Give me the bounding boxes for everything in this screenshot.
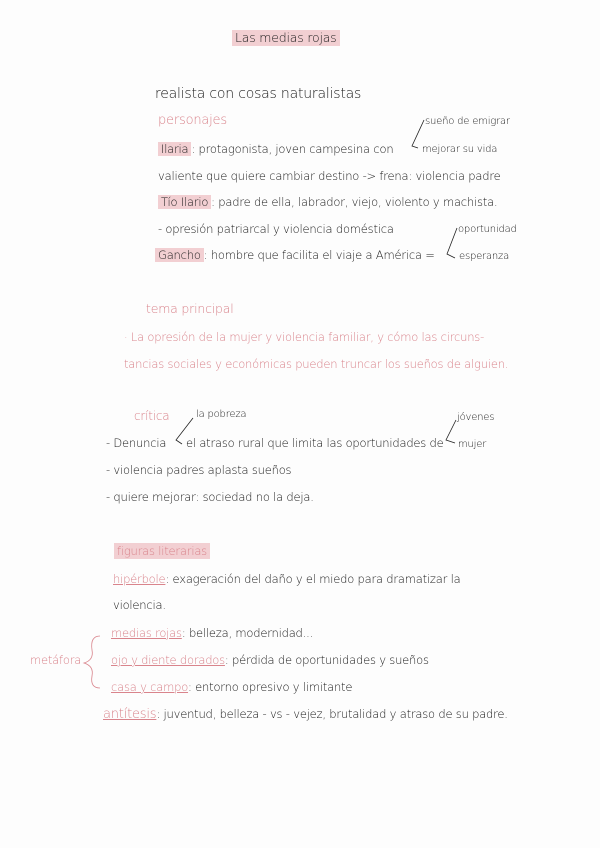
character-desc: : padre de ella, labrador, viejo, violento y machista. bbox=[211, 195, 498, 209]
branch-text: mujer bbox=[458, 439, 487, 450]
figure-desc: : belleza, modernidad... bbox=[181, 626, 314, 640]
figure-term: hipérbole bbox=[113, 572, 166, 586]
branch-text: jóvenes bbox=[457, 412, 495, 423]
metafora-entry bbox=[111, 679, 352, 695]
figure-term: medias rojas bbox=[111, 626, 182, 640]
figure-term: ojo y diente dorados bbox=[111, 653, 225, 667]
tio-line2: - opresión patriarcal y violencia doméstica bbox=[158, 222, 394, 236]
figuras-heading: figuras literarias bbox=[114, 543, 210, 559]
tema-line: · La opresión de la mujer y violencia familiar, y cómo las circuns- bbox=[124, 330, 485, 344]
gancho-entry bbox=[155, 247, 435, 263]
figure-desc: violencia. bbox=[113, 598, 166, 612]
jovenes-branch-line bbox=[446, 420, 456, 443]
character-name: Tío Ilario bbox=[158, 195, 211, 209]
branch-text: oportunidad bbox=[458, 224, 517, 235]
figure-desc: : pérdida de oportunidades y sueños bbox=[224, 653, 429, 667]
branch-text: la pobreza bbox=[196, 409, 247, 420]
critica-line: - violencia padres aplasta sueños bbox=[106, 463, 292, 477]
character-name: Ilaria bbox=[158, 142, 191, 156]
hiperbole-entry bbox=[113, 571, 460, 587]
figure-term: casa y campo bbox=[111, 680, 189, 694]
figure-desc: : exageración del daño y el miedo para dramatizar la bbox=[165, 572, 461, 586]
personajes-heading: personajes bbox=[158, 113, 227, 128]
critica-heading: crítica bbox=[134, 409, 170, 423]
branch-text: mejorar su vida bbox=[422, 144, 498, 155]
ilaria-entry bbox=[158, 141, 393, 157]
branch-text: esperanza bbox=[459, 251, 510, 262]
metafora-entry bbox=[111, 652, 429, 668]
branch-text: sueño de emigrar bbox=[425, 116, 510, 127]
tio-entry bbox=[158, 194, 497, 210]
gancho-branch-line bbox=[447, 228, 457, 258]
character-desc: : protagonista, joven campesina con bbox=[191, 142, 394, 156]
character-desc: : hombre que facilita el viaje a América = bbox=[203, 248, 435, 262]
tema-heading: tema principal bbox=[146, 301, 234, 316]
character-name: Gancho bbox=[155, 248, 204, 262]
critica-line: - quiere mejorar: sociedad no la deja. bbox=[106, 490, 314, 504]
metafora-brace bbox=[84, 636, 100, 688]
figure-term: antítesis bbox=[103, 707, 157, 722]
critica-line: - Denuncia bbox=[106, 436, 167, 450]
ilaria-line2: valiente que quiere cambiar destino -> frena: violencia padre bbox=[158, 169, 501, 183]
metafora-label: metáfora bbox=[30, 653, 82, 667]
tema-line: tancias sociales y económicas pueden truncar los sueños de alguien. bbox=[124, 357, 509, 371]
metafora-entry bbox=[111, 625, 313, 641]
figure-desc: : juventud, belleza - vs - vejez, brutalidad y atraso de su padre. bbox=[156, 707, 508, 721]
antitesis-entry bbox=[103, 706, 508, 723]
figure-desc: : entorno opresivo y limitante bbox=[188, 680, 353, 694]
critica-line: el atraso rural que limita las oportunidades de bbox=[186, 436, 444, 450]
intro-line: realista con cosas naturalistas bbox=[155, 86, 362, 102]
page-title: Las medias rojas bbox=[232, 30, 340, 46]
